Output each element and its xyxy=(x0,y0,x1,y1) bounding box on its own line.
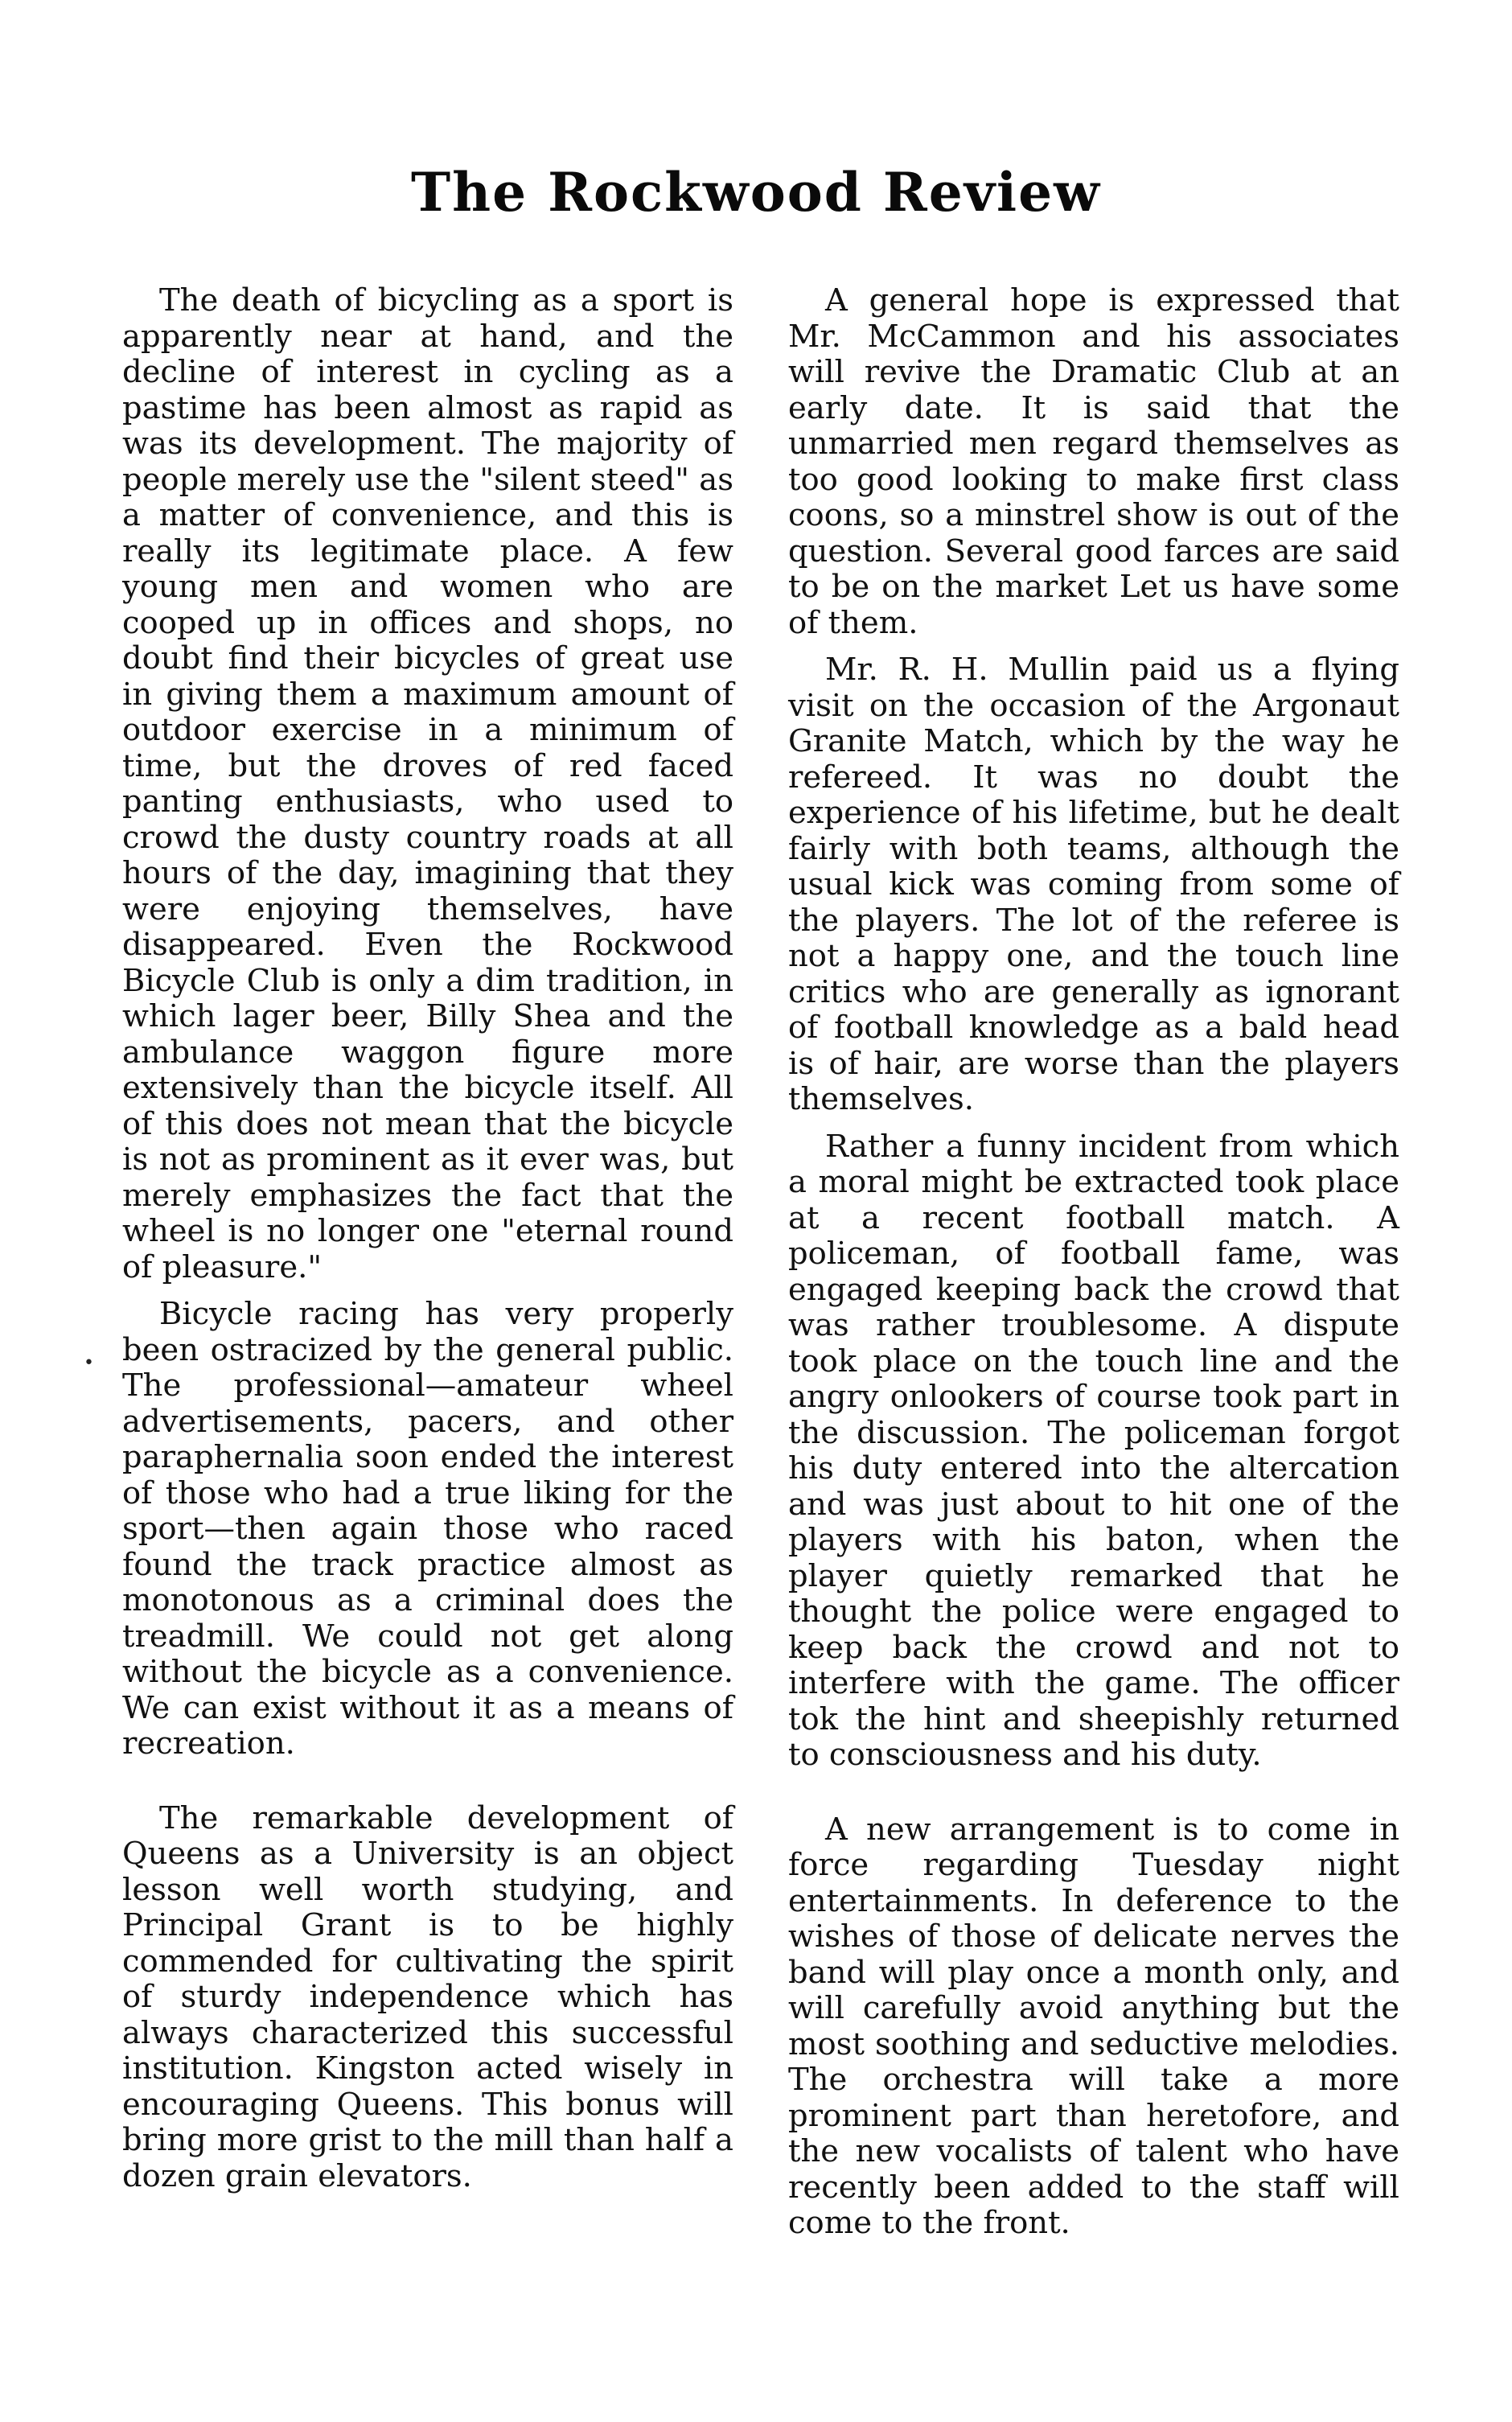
article-tuesday-entertainments: A new arrangement is to come in force regarding Tuesday night entertainments. In deference to the wishes of those of delicate nerves the band will play once a month only, and will carefully avoid anything but the most soothing and seductive melodies. The orchestra will take a more prominent part than heretofore, and the new vocalists of talent who have recently been added to the staff will come to the front. xyxy=(788,1811,1399,2241)
right-column xyxy=(788,283,1399,2242)
margin-bullet-mark: • xyxy=(84,1353,94,1373)
article-mullin-visit: Mr. R. H. Mullin paid us a flying visit on the occasion of the Argonaut Granite Match, which by the way he refereed. It was no doubt the experience of his lifetime, but he dealt fairly with both teams, although the usual kick was coming from some of the players. The lot of the referee is not a happy one, and the touch line critics who are generally as ignorant of football knowledge as a bald head is of hair, are worse than the players themselves. xyxy=(788,652,1399,1117)
article-football-incident: Rather a funny incident from which a moral might be extracted took place at a recent football match. A policeman, of football fame, was engaged keeping back the crowd that was rather troublesome. A dispute took place on the touch line and the angry onlookers of course took part in the discussion. The policeman forgot his duty entered into the altercation and was just about to hit one of the players with his baton, when the player quietly remarked that he thought the police were engaged to keep back the crowd and not to interfere with the game. The officer tok the hint and sheepishly returned to consciousness and his duty. xyxy=(788,1128,1399,1773)
masthead-title: The Rockwood Review xyxy=(411,161,1101,224)
left-column xyxy=(122,283,733,2194)
article-dramatic-club: A general hope is expressed that Mr. McCammon and his associates will revive the Dramatic Club at an early date. It is said that the unmarried men regard themselves as too good looking to make first class coons, so a minstrel show is out of the question. Several good farces are said to be on the market Let us have some of them. xyxy=(788,282,1399,641)
article-bicycling: The death of bicycling as a sport is apparently near at hand, and the decline of interest in cycling as a pastime has been almost as rapid as was its development. The majority of people merely use the "silent steed" as a matter of convenience, and this is really its legitimate place. A few young men and women who are cooped up in offices and shops, no doubt find their bicycles of great use in giving them a maximum amount of outdoor exercise in a minimum of time, but the droves of red faced panting enthusiasts, who used to crowd the dusty country roads at all hours of the day, imagining that they were enjoying themselves, have disappeared. Even the Rockwood Bicycle Club is only a dim tradition, in which lager beer, Billy Shea and the ambulance waggon figure more extensively than the bicycle itself. All of this does not mean that the bicycle is not as prominent as it ever was, but merely emphasizes the fact that the wheel is no longer one "eternal round of pleasure." xyxy=(122,282,733,1285)
article-queens-university: The remarkable development of Queens as a University is an object lesson well worth studying, and Principal Grant is to be highly commended for cultivating the spirit of sturdy independence which has always characterized this successful institution. Kingston acted wisely in encouraging Queens. This bonus will bring more grist to the mill than half a dozen grain elevators. xyxy=(122,1799,733,2194)
article-bicycle-racing: Bicycle racing has very properly been ostracized by the general public. The professional—amateur wheel advertisements, pacers, and other paraphernalia soon ended the interest of those who had a true liking for the sport—then again those who raced found the track practice almost as monotonous as a criminal does the treadmill. We could not get along without the bicycle as a convenience. We can exist without it as a means of recreation. xyxy=(122,1296,733,1762)
